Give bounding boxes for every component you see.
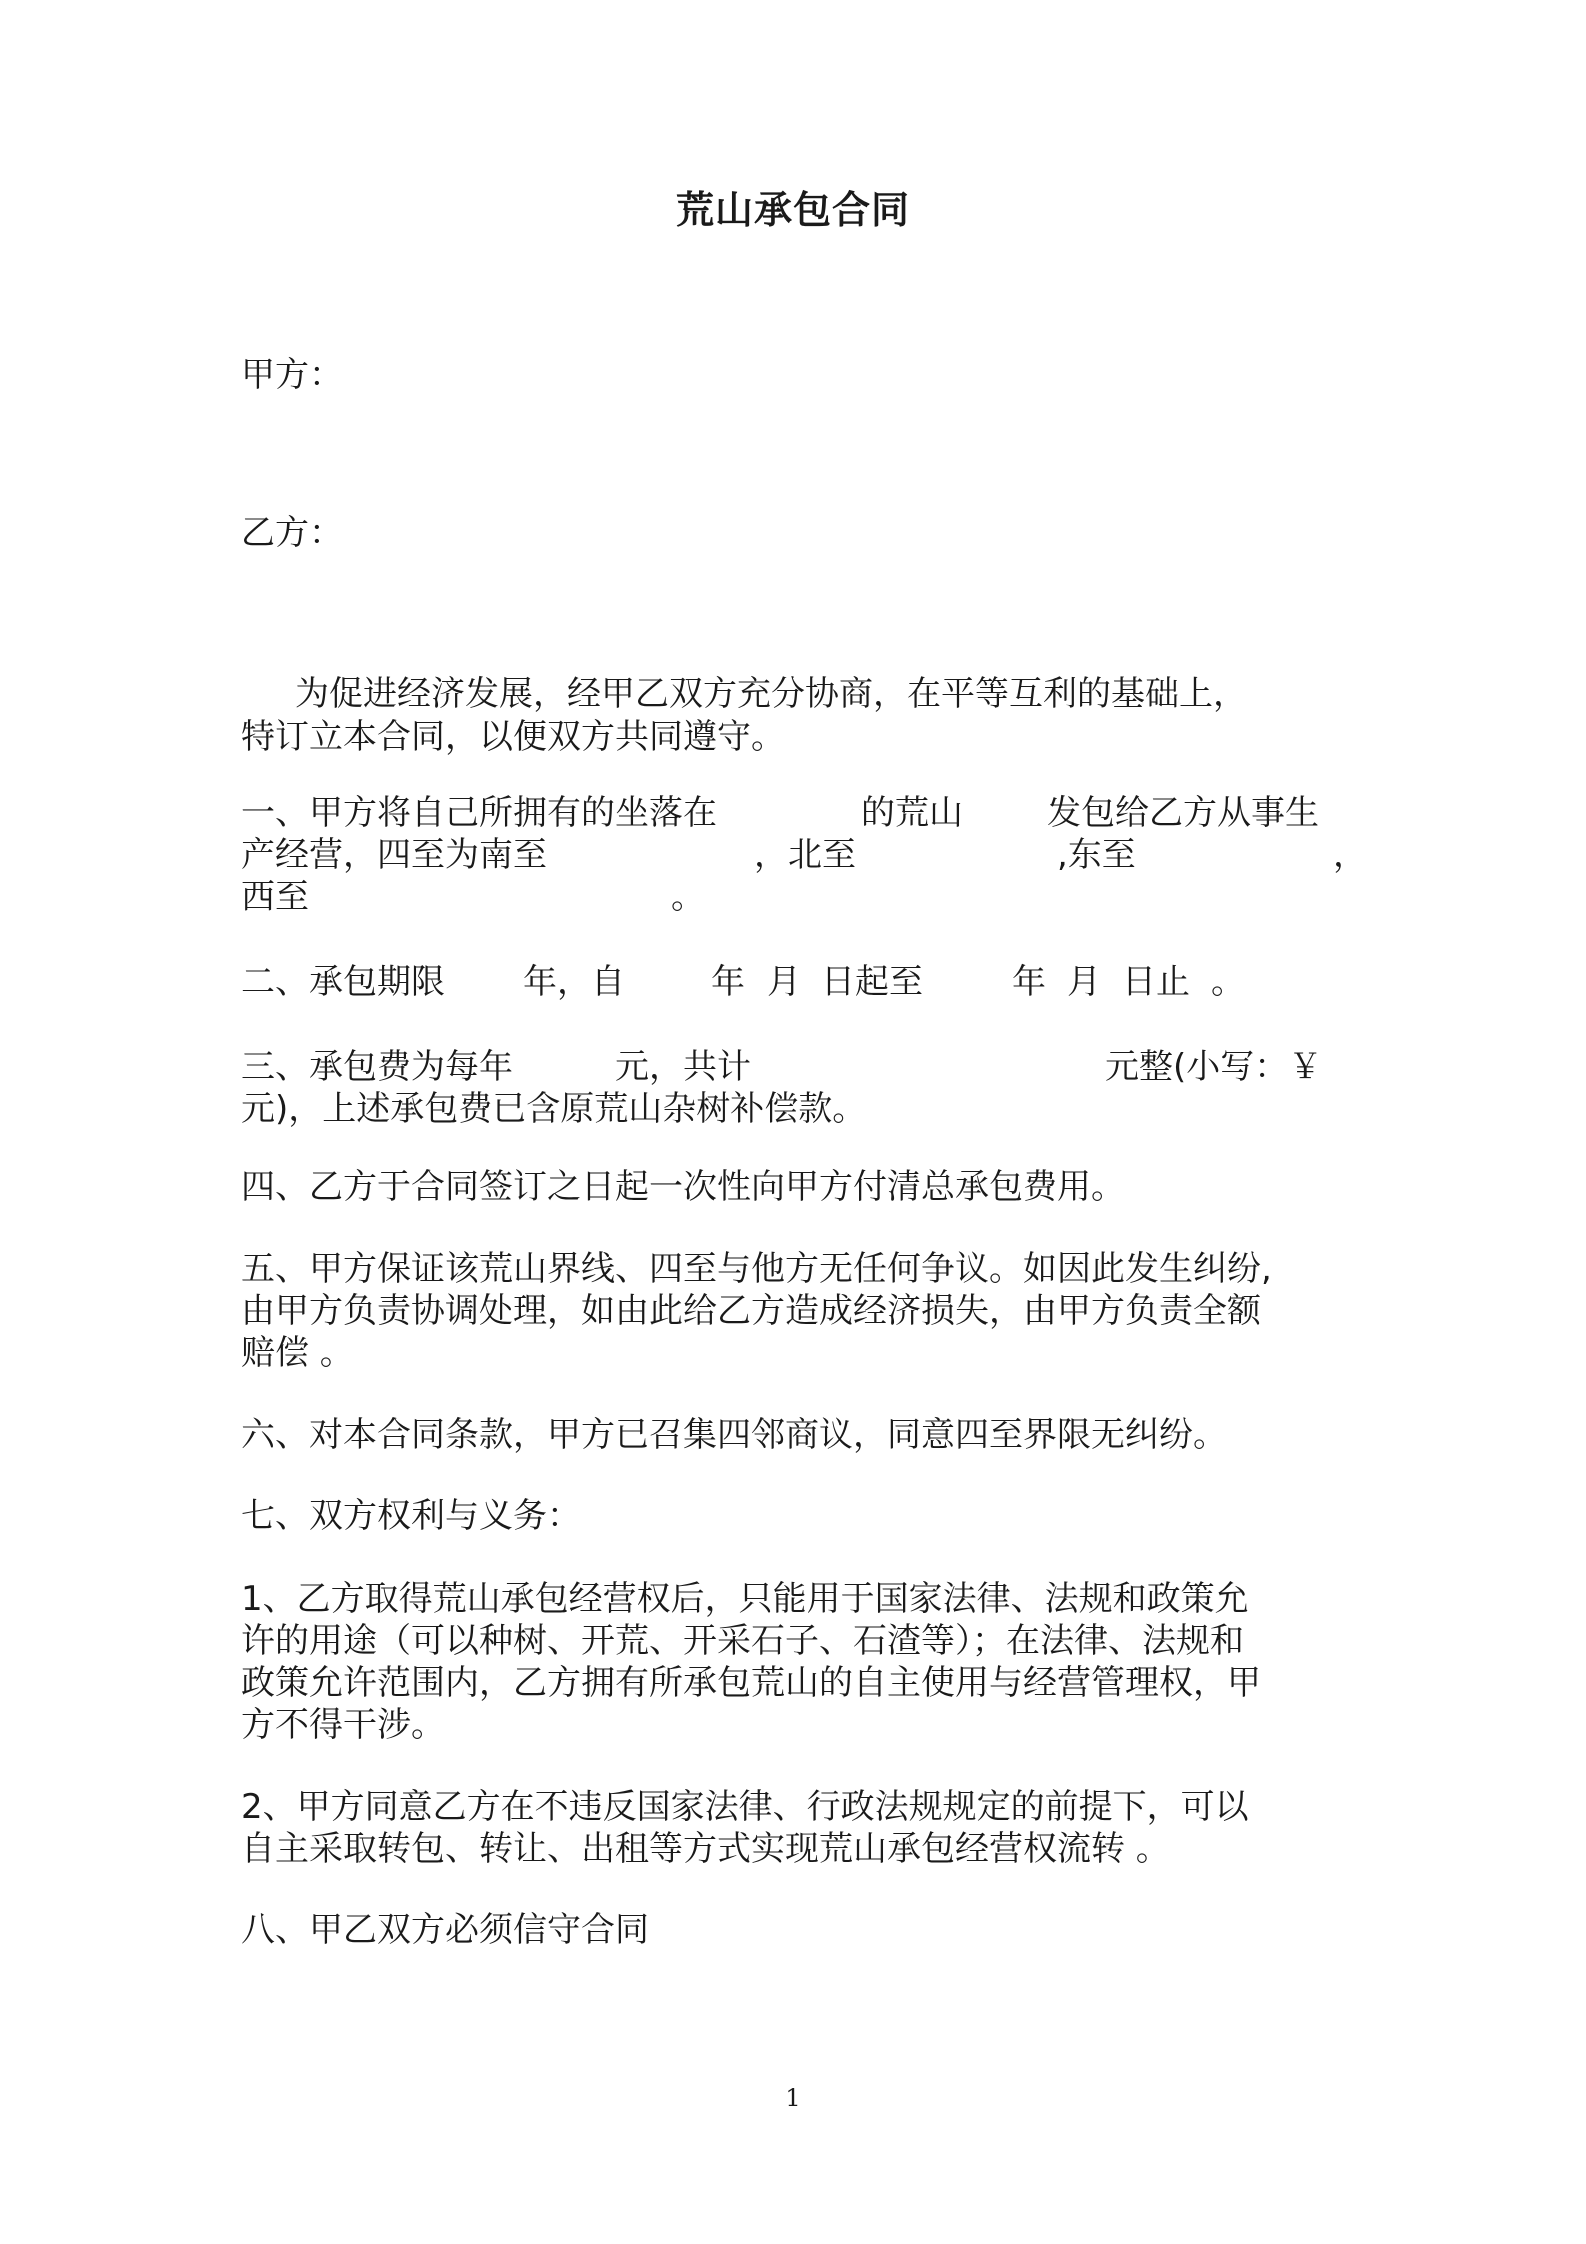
clause-1-text-a: 一、甲方将自己所拥有的坐落在 [241,793,717,833]
clause-1-text-b: 的荒山 [861,793,963,833]
clause-2-start-year: 年 [711,962,745,1002]
clause-5-line-1: 五、甲方保证该荒山界线、四至与他方无任何争议。如因此发生纠纷, [241,1249,1272,1289]
clause-1-east: ,东至 [1057,835,1136,875]
clause-1-text-c: 发包给乙方从事生 [1047,793,1319,833]
clause-3-line-2: 元)，上述承包费已含原荒山杂树补偿款。 [241,1089,867,1129]
clause-7-item-1-line-4: 方不得干涉。 [241,1705,445,1745]
clause-3-amount: 元整(小写：￥ [1105,1047,1323,1087]
clause-3-total: 元，共计 [615,1047,751,1087]
clause-7-item-1-line-2: 许的用途（可以种树、开荒、开采石子、石渣等）；在法律、法规和 [241,1621,1244,1661]
clause-1-north: ，北至 [754,835,856,875]
clause-1-west: 西至 [241,877,309,917]
clause-3-annual-fee: 三、承包费为每年 [241,1047,513,1087]
clause-5-line-3: 赔偿 。 [241,1333,354,1373]
page-number: 1 [785,2084,801,2112]
clause-1-south: 产经营，四至为南至 [241,835,547,875]
clause-5-line-2: 由甲方负责协调处理，如由此给乙方造成经济损失，由甲方负责全额 [241,1291,1261,1331]
clause-8: 八、甲乙双方必须信守合同 [241,1910,649,1950]
clause-1-period: 。 [671,877,705,917]
clause-7-item-1-line-1: 1、乙方取得荒山承包经营权后，只能用于国家法律、法规和政策允 [241,1579,1249,1619]
clause-6: 六、对本合同条款，甲方已召集四邻商议，同意四至界限无纠纷。 [241,1415,1227,1455]
clause-7-heading: 七、双方权利与义务： [241,1496,581,1536]
clause-7-item-1-line-3: 政策允许范围内，乙方拥有所承包荒山的自主使用与经营管理权，甲 [241,1663,1261,1703]
clause-2-start-month: 月 [767,962,801,1002]
clause-2-end-month: 月 [1067,962,1101,1002]
preamble-line-1: 为促进经济发展，经甲乙双方充分协商，在平等互利的基础上， [295,674,1247,714]
clause-2-period: 。 [1211,962,1245,1002]
clause-2-from: 年，自 [523,962,625,1002]
clause-7-item-2-line-2: 自主采取转包、转让、出租等方式实现荒山承包经营权流转 。 [241,1829,1170,1869]
clause-2-term: 二、承包期限 [241,962,445,1002]
clause-2-end-year: 年 [1012,962,1046,1002]
preamble-line-2: 特订立本合同，以便双方共同遵守。 [241,717,785,757]
party-b-label: 乙方： [241,513,343,553]
clause-4: 四、乙方于合同签订之日起一次性向甲方付清总承包费用。 [241,1167,1125,1207]
clause-2-end-day: 日止 [1122,962,1190,1002]
party-a-label: 甲方： [241,355,343,395]
page-title: 荒山承包合同 [675,188,910,232]
clause-3-line-1 [241,1046,1353,1256]
clause-7-item-2-line-1: 2、甲方同意乙方在不违反国家法律、行政法规规定的前提下，可以 [241,1787,1249,1827]
clause-2-start-day: 日起至 [821,962,923,1002]
clause-1-comma: ， [1333,835,1367,875]
